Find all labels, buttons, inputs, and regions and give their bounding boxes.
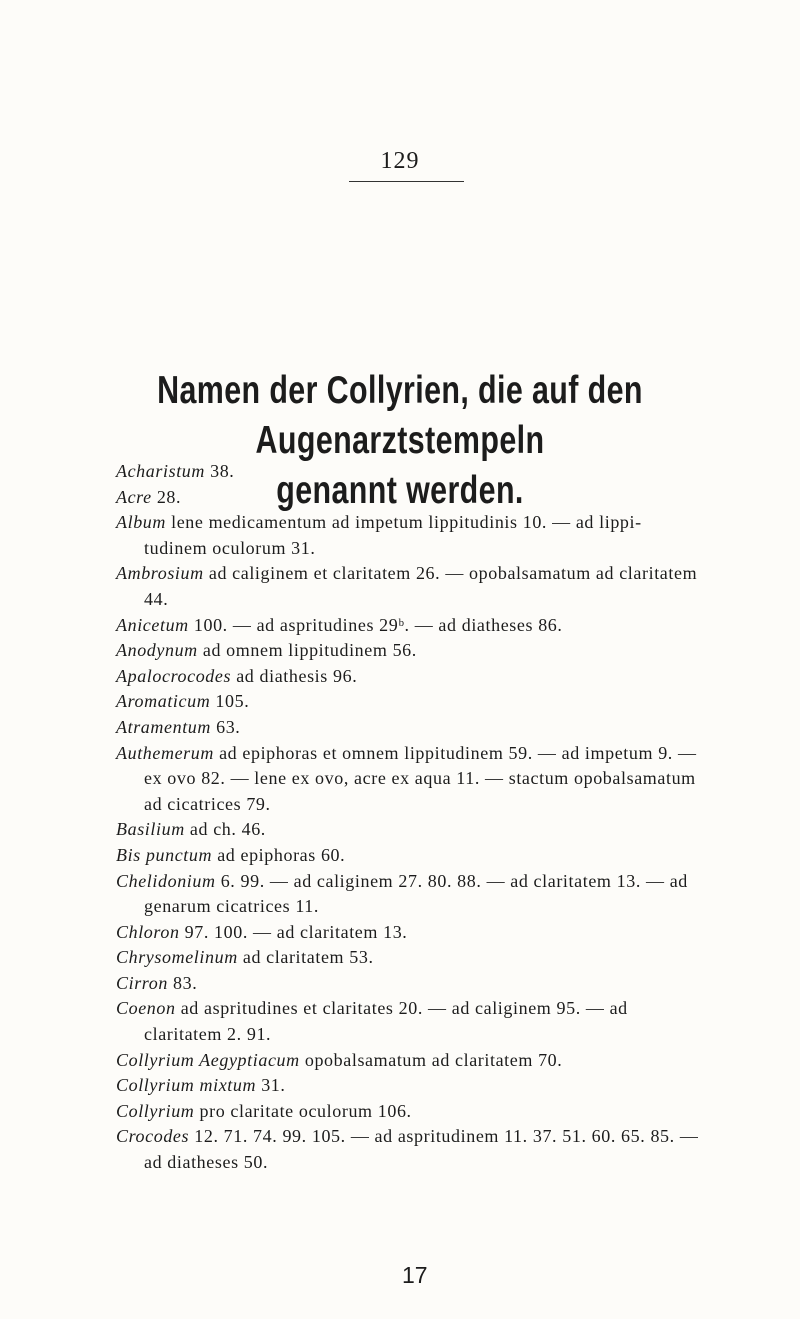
entry-text: ad epiphoras et omnem lippitudinem 59. — ad impetum 9. — ex ovo 82. — lene ex ovo, acre ex aqua 11. — stactum opobalsamatum ad cicatrices 79. — [144, 742, 697, 814]
entry-headword: Authemerum — [116, 742, 214, 763]
collyria-list — [116, 459, 706, 1176]
entry-text: 12. 71. 74. 99. 105. — ad aspritudinem 11. 37. 51. 60. 65. 85. — ad diatheses 50. — [144, 1126, 699, 1173]
list-item — [116, 638, 706, 664]
entry-text: 6. 99. — ad caliginem 27. 80. 88. — ad claritatem 13. — ad genarum cicatrices 11. — [144, 870, 688, 917]
list-item — [116, 1099, 706, 1125]
entry-text: ad claritatem 53. — [237, 947, 374, 968]
entry-headword: Cirron — [116, 972, 168, 993]
entry-headword: Album — [116, 512, 166, 533]
entry-headword: Anodynum — [116, 640, 198, 661]
entry-text: 100. — ad aspritudines 29ᵇ. — ad diatheses 86. — [188, 614, 563, 635]
list-item — [116, 843, 706, 869]
title-line-1: Namen der Collyrien, die auf den Augenarztstempeln — [157, 369, 643, 463]
entry-headword: Basilium — [116, 819, 185, 840]
page-number: 129 — [380, 148, 420, 174]
entry-headword: Chelidonium — [116, 870, 216, 891]
sheet-signature: 17 — [402, 1262, 428, 1288]
entry-headword: Acharistum — [116, 461, 205, 481]
list-item — [116, 741, 706, 818]
entry-text: 97. 100. — ad claritatem 13. — [179, 921, 408, 942]
entry-text: ad aspritudines et claritates 20. — ad caliginem 95. — ad claritatem 2. 91. — [144, 998, 628, 1045]
list-item — [116, 459, 706, 485]
entry-headword: Chrysomelinum — [116, 947, 238, 968]
list-item — [116, 510, 706, 561]
entry-text: ad caliginem et claritatem 26. — opobalsamatum ad claritatem 44. — [144, 563, 698, 609]
entry-headword: Bis punctum — [116, 844, 213, 865]
entry-headword: Coenon — [116, 998, 176, 1019]
entry-headword: Anicetum — [116, 614, 189, 635]
list-item — [116, 869, 706, 920]
entry-text: 31. — [256, 1075, 286, 1096]
entry-headword: Collyrium — [116, 1100, 195, 1121]
list-item — [116, 613, 706, 639]
list-item — [116, 485, 706, 511]
list-item — [116, 1073, 706, 1099]
entry-text: pro claritate oculorum 106. — [194, 1100, 412, 1121]
list-item — [116, 996, 706, 1047]
entry-text: lene medicamentum ad impetum lippitudinis 10. — ad lippi- tudinem oculorum 31. — [144, 512, 642, 558]
list-item — [116, 920, 706, 946]
list-item — [116, 561, 706, 612]
entry-text: ad epiphoras 60. — [212, 844, 346, 865]
entry-text: ad omnem lippitudinem 56. — [197, 640, 417, 661]
entry-headword: Chloron — [116, 921, 180, 942]
entry-headword: Collyrium Aegyptiacum — [116, 1049, 300, 1070]
list-item — [116, 817, 706, 843]
page-number-rule — [349, 181, 464, 182]
list-item — [116, 689, 706, 715]
entry-text: 83. — [167, 972, 198, 993]
list-item — [116, 971, 706, 997]
entry-text: 28. — [151, 486, 182, 507]
list-item — [116, 1124, 706, 1175]
entry-headword: Collyrium mixtum — [116, 1075, 257, 1096]
entry-text: 38. — [205, 461, 235, 481]
title-line-2: genannt werden. — [276, 469, 524, 513]
entry-headword: Atramentum — [116, 716, 211, 737]
entry-headword: Crocodes — [116, 1126, 190, 1147]
entry-headword: Ambrosium — [116, 563, 204, 584]
entry-text: ad ch. 46. — [184, 819, 266, 840]
entry-text: opobalsamatum ad claritatem 70. — [299, 1049, 563, 1070]
entry-headword: Aromaticum — [116, 691, 211, 712]
entry-text: 63. — [211, 716, 241, 737]
entry-headword: Acre — [116, 486, 152, 507]
list-item — [116, 1048, 706, 1074]
entry-text: ad diathesis 96. — [231, 665, 358, 686]
list-item — [116, 945, 706, 971]
list-item — [116, 715, 706, 741]
entry-text: 105. — [210, 691, 250, 712]
list-item — [116, 664, 706, 690]
entry-headword: Apalocrocodes — [116, 665, 232, 686]
